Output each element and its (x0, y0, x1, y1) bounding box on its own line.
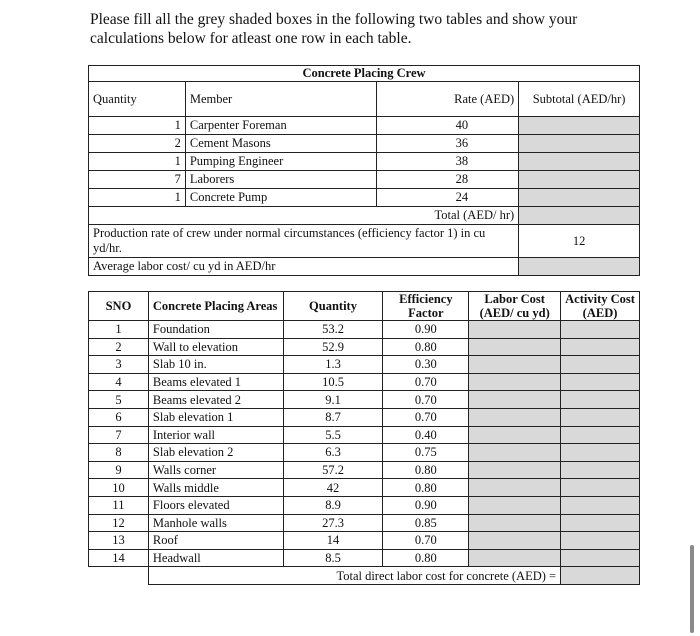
activity-header-sno: SNO (89, 292, 149, 321)
activity-area: Slab elevation 2 (148, 444, 283, 462)
crew-subtotal-input[interactable] (519, 135, 640, 153)
activity-sno: 13 (89, 532, 149, 550)
activity-labor-cost-input[interactable] (469, 514, 561, 532)
activity-sno: 4 (89, 373, 149, 391)
activity-quantity: 42 (283, 479, 383, 497)
table-row (89, 496, 640, 514)
activity-cost-input[interactable] (561, 338, 640, 356)
crew-member: Cement Masons (185, 135, 377, 153)
activity-cost-input[interactable] (561, 514, 640, 532)
activity-sno: 3 (89, 356, 149, 374)
activity-efficiency: 0.70 (383, 532, 469, 550)
instructions-text: Please fill all the grey shaded boxes in the following two tables and show your calculations below for atleast one row in each table. (90, 11, 578, 47)
activity-labor-cost-input[interactable] (469, 408, 561, 426)
crew-table-title: Concrete Placing Crew (89, 66, 640, 82)
activity-efficiency: 0.40 (383, 426, 469, 444)
activity-sno: 8 (89, 444, 149, 462)
crew-table (88, 65, 640, 276)
activity-cost-input[interactable] (561, 532, 640, 550)
activity-area: Roof (148, 532, 283, 550)
average-cost-label: Average labor cost/ cu yd in AED/hr (89, 258, 519, 276)
table-row (89, 479, 640, 497)
activity-area: Foundation (148, 321, 283, 339)
table-row (89, 391, 640, 409)
crew-total-input[interactable] (519, 207, 640, 225)
activity-labor-cost-input[interactable] (469, 321, 561, 339)
table-row (89, 408, 640, 426)
activity-rows (89, 321, 640, 567)
crew-rows (89, 117, 640, 207)
table-row (89, 426, 640, 444)
table-row (89, 117, 640, 135)
table-row (89, 338, 640, 356)
crew-rate: 36 (377, 135, 519, 153)
scrollbar[interactable] (690, 545, 694, 633)
activity-sno: 10 (89, 479, 149, 497)
table-row (89, 549, 640, 567)
crew-quantity: 1 (89, 189, 186, 207)
activity-quantity: 52.9 (283, 338, 383, 356)
crew-header-subtotal: Subtotal (AED/hr) (519, 82, 640, 117)
activity-efficiency: 0.90 (383, 496, 469, 514)
crew-header-rate: Rate (AED) (377, 82, 519, 117)
activity-cost-input[interactable] (561, 373, 640, 391)
crew-rate: 24 (377, 189, 519, 207)
crew-header-quantity: Quantity (89, 82, 186, 117)
activity-cost-input[interactable] (561, 479, 640, 497)
activity-efficiency: 0.80 (383, 479, 469, 497)
activity-header-labor-cost: Labor Cost (AED/ cu yd) (469, 292, 561, 321)
activity-area: Walls corner (148, 461, 283, 479)
activity-area: Slab 10 in. (148, 356, 283, 374)
activity-labor-cost-input[interactable] (469, 338, 561, 356)
activity-quantity: 8.5 (283, 549, 383, 567)
activity-header-area: Concrete Placing Areas (148, 292, 283, 321)
activity-cost-input[interactable] (561, 426, 640, 444)
activity-efficiency: 0.80 (383, 549, 469, 567)
activity-labor-cost-input[interactable] (469, 549, 561, 567)
activity-sno: 7 (89, 426, 149, 444)
activity-cost-input[interactable] (561, 496, 640, 514)
activity-quantity: 1.3 (283, 356, 383, 374)
activity-labor-cost-input[interactable] (469, 426, 561, 444)
activity-area: Beams elevated 2 (148, 391, 283, 409)
activity-area: Manhole walls (148, 514, 283, 532)
crew-subtotal-input[interactable] (519, 171, 640, 189)
table-row (89, 461, 640, 479)
activity-area: Slab elevation 1 (148, 408, 283, 426)
table-row (89, 356, 640, 374)
crew-subtotal-input[interactable] (519, 189, 640, 207)
activity-quantity: 53.2 (283, 321, 383, 339)
activity-quantity: 57.2 (283, 461, 383, 479)
activity-area: Interior wall (148, 426, 283, 444)
activity-efficiency: 0.80 (383, 338, 469, 356)
crew-quantity: 1 (89, 153, 186, 171)
activity-area: Headwall (148, 549, 283, 567)
activity-labor-cost-input[interactable] (469, 461, 561, 479)
activity-labor-cost-input[interactable] (469, 373, 561, 391)
average-cost-input[interactable] (519, 258, 640, 276)
activity-area: Walls middle (148, 479, 283, 497)
activity-quantity: 8.9 (283, 496, 383, 514)
crew-quantity: 2 (89, 135, 186, 153)
crew-rate: 40 (377, 117, 519, 135)
activity-area: Beams elevated 1 (148, 373, 283, 391)
activity-quantity: 10.5 (283, 373, 383, 391)
activity-area: Wall to elevation (148, 338, 283, 356)
production-rate-label: Production rate of crew under normal circumstances (efficiency factor 1) in cu yd/hr. (89, 225, 519, 258)
crew-rate: 38 (377, 153, 519, 171)
table-row (89, 514, 640, 532)
table-row (89, 153, 640, 171)
activity-labor-cost-input[interactable] (469, 496, 561, 514)
crew-header-member: Member (185, 82, 377, 117)
activity-header-efficiency: Efficiency Factor (383, 292, 469, 321)
table-row (89, 189, 640, 207)
table-row (89, 532, 640, 550)
table-row (89, 321, 640, 339)
activity-efficiency: 0.85 (383, 514, 469, 532)
production-rate-value: 12 (519, 225, 640, 258)
activity-labor-cost-input[interactable] (469, 444, 561, 462)
activity-total-input[interactable] (561, 567, 640, 585)
crew-member: Concrete Pump (185, 189, 377, 207)
activity-efficiency: 0.70 (383, 408, 469, 426)
crew-quantity: 1 (89, 117, 186, 135)
activity-sno: 1 (89, 321, 149, 339)
crew-rate: 28 (377, 171, 519, 189)
activity-sno: 11 (89, 496, 149, 514)
crew-total-label: Total (AED/ hr) (89, 207, 519, 225)
crew-member: Carpenter Foreman (185, 117, 377, 135)
activity-header-quantity: Quantity (283, 292, 383, 321)
activity-efficiency: 0.70 (383, 373, 469, 391)
activity-labor-cost-input[interactable] (469, 356, 561, 374)
activity-cost-input[interactable] (561, 444, 640, 462)
activity-efficiency: 0.75 (383, 444, 469, 462)
activity-cost-input[interactable] (561, 391, 640, 409)
activity-total-label: Total direct labor cost for concrete (AED) = (148, 567, 560, 585)
activity-quantity: 5.5 (283, 426, 383, 444)
activity-cost-input[interactable] (561, 549, 640, 567)
crew-member: Pumping Engineer (185, 153, 377, 171)
activity-sno: 12 (89, 514, 149, 532)
crew-member: Laborers (185, 171, 377, 189)
activity-labor-cost-input[interactable] (469, 479, 561, 497)
table-row (89, 135, 640, 153)
crew-subtotal-input[interactable] (519, 153, 640, 171)
activity-cost-input[interactable] (561, 408, 640, 426)
table-row (89, 171, 640, 189)
activity-sno: 14 (89, 549, 149, 567)
activity-efficiency: 0.80 (383, 461, 469, 479)
crew-quantity: 7 (89, 171, 186, 189)
activity-sno: 5 (89, 391, 149, 409)
activity-efficiency: 0.90 (383, 321, 469, 339)
activity-efficiency: 0.30 (383, 356, 469, 374)
activity-cost-input[interactable] (561, 321, 640, 339)
activity-efficiency: 0.70 (383, 391, 469, 409)
activity-quantity: 27.3 (283, 514, 383, 532)
activity-quantity: 6.3 (283, 444, 383, 462)
activity-quantity: 8.7 (283, 408, 383, 426)
table-row (89, 373, 640, 391)
activity-cost-input[interactable] (561, 461, 640, 479)
activity-sno: 9 (89, 461, 149, 479)
activity-table (88, 291, 640, 585)
activity-sno: 6 (89, 408, 149, 426)
activity-quantity: 9.1 (283, 391, 383, 409)
activity-labor-cost-input[interactable] (469, 391, 561, 409)
activity-cost-input[interactable] (561, 356, 640, 374)
activity-quantity: 14 (283, 532, 383, 550)
activity-header-activity-cost: Activity Cost (AED) (561, 292, 640, 321)
activity-area: Floors elevated (148, 496, 283, 514)
table-row (89, 444, 640, 462)
crew-subtotal-input[interactable] (519, 117, 640, 135)
activity-labor-cost-input[interactable] (469, 532, 561, 550)
activity-sno: 2 (89, 338, 149, 356)
